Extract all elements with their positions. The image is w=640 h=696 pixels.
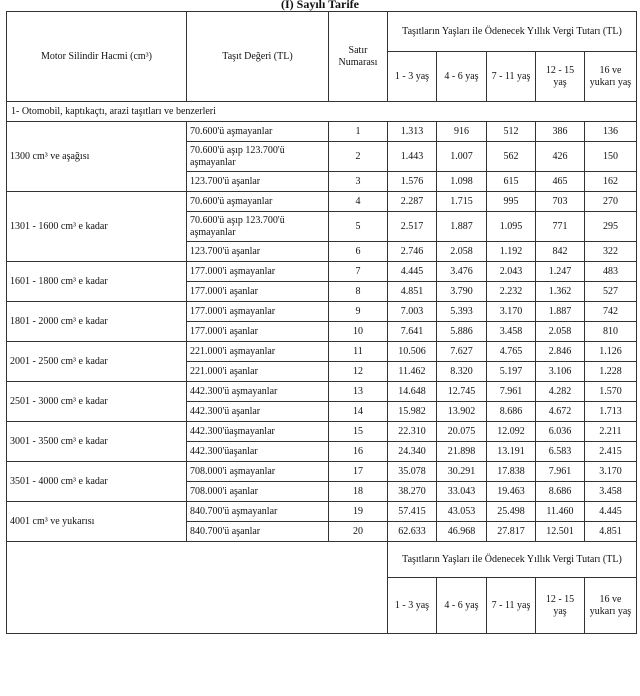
tax-amount-cell: 8.686 [536,482,585,502]
tax-amount-cell: 7.961 [487,382,536,402]
tax-amount-cell: 150 [585,142,637,172]
tax-amount-cell: 27.817 [487,522,536,542]
row-number-cell: 10 [329,322,388,342]
table-row [7,462,637,482]
tax-amount-cell: 17.838 [487,462,536,482]
tax-amount-cell: 742 [585,302,637,322]
tax-amount-cell: 11.460 [536,502,585,522]
tax-amount-cell: 21.898 [437,442,487,462]
tax-amount-cell: 7.961 [536,462,585,482]
tax-amount-cell: 4.282 [536,382,585,402]
page-title: (I) Sayılı Tarife [280,0,359,11]
footer-tax-group: Taşıtların Yaşları ile Ödenecek Yıllık Vergi Tutarı (TL) [388,542,637,578]
motor-volume-cell: 2001 - 2500 cm³ e kadar [7,342,187,382]
tax-amount-cell: 1.228 [585,362,637,382]
tax-amount-cell: 1.126 [585,342,637,362]
tax-amount-cell: 2.517 [388,212,437,242]
vehicle-value-cell: 442.300'üaşmayanlar [187,422,329,442]
row-number-cell: 9 [329,302,388,322]
motor-volume-cell: 3501 - 4000 cm³ e kadar [7,462,187,502]
row-number-cell: 14 [329,402,388,422]
tax-amount-cell: 2.043 [487,262,536,282]
table-row [7,382,637,402]
tax-amount-cell: 6.583 [536,442,585,462]
tax-amount-cell: 465 [536,172,585,192]
tax-amount-cell: 2.211 [585,422,637,442]
tax-amount-cell: 11.462 [388,362,437,382]
tax-amount-cell: 3.790 [437,282,487,302]
vehicle-value-cell: 177.000'i aşmayanlar [187,262,329,282]
tax-amount-cell: 270 [585,192,637,212]
tax-amount-cell: 43.053 [437,502,487,522]
tax-amount-cell: 12.092 [487,422,536,442]
tax-amount-cell: 5.886 [437,322,487,342]
tax-amount-cell: 562 [487,142,536,172]
footer-age: 12 - 15 yaş [536,578,585,634]
tax-amount-cell: 10.506 [388,342,437,362]
tax-amount-cell: 2.415 [585,442,637,462]
tax-amount-cell: 3.170 [487,302,536,322]
tax-amount-cell: 4.445 [388,262,437,282]
tax-amount-cell: 12.501 [536,522,585,542]
tax-amount-cell: 62.633 [388,522,437,542]
row-number-cell: 18 [329,482,388,502]
tax-amount-cell: 12.745 [437,382,487,402]
footer-age: 1 - 3 yaş [388,578,437,634]
tax-amount-cell: 386 [536,122,585,142]
vehicle-value-cell: 840.700'ü aşmayanlar [187,502,329,522]
tax-amount-cell: 8.320 [437,362,487,382]
tax-amount-cell: 7.627 [437,342,487,362]
tax-amount-cell: 703 [536,192,585,212]
header-age: 12 - 15 yaş [536,52,585,102]
motor-volume-cell: 4001 cm³ ve yukarısı [7,502,187,542]
tax-amount-cell: 46.968 [437,522,487,542]
tax-amount-cell: 1.576 [388,172,437,192]
tax-amount-cell: 2.746 [388,242,437,262]
tax-amount-cell: 35.078 [388,462,437,482]
row-number-cell: 2 [329,142,388,172]
tax-amount-cell: 771 [536,212,585,242]
footer-age: 16 ve yukarı yaş [585,578,637,634]
row-number-cell: 6 [329,242,388,262]
table-body [7,122,637,542]
tax-amount-cell: 1.887 [536,302,585,322]
tax-amount-cell: 1.007 [437,142,487,172]
tax-amount-cell: 842 [536,242,585,262]
motor-volume-cell: 1601 - 1800 cm³ e kadar [7,262,187,302]
row-number-cell: 11 [329,342,388,362]
row-number-cell: 20 [329,522,388,542]
tax-amount-cell: 3.476 [437,262,487,282]
footer-age: 4 - 6 yaş [437,578,487,634]
vehicle-value-cell: 177.000'i aşanlar [187,322,329,342]
tax-amount-cell: 1.443 [388,142,437,172]
motor-volume-cell: 1801 - 2000 cm³ e kadar [7,302,187,342]
motor-volume-cell: 2501 - 3000 cm³ e kadar [7,382,187,422]
row-number-cell: 5 [329,212,388,242]
tax-amount-cell: 512 [487,122,536,142]
header-value: Taşıt Değeri (TL) [187,12,329,102]
table-row [7,502,637,522]
tax-amount-cell: 810 [585,322,637,342]
tax-amount-cell: 8.686 [487,402,536,422]
tax-amount-cell: 33.043 [437,482,487,502]
vehicle-value-cell: 708.000'i aşanlar [187,482,329,502]
tax-amount-cell: 1.095 [487,212,536,242]
header-motor: Motor Silindir Hacmi (cm³) [7,12,187,102]
tax-amount-cell: 1.098 [437,172,487,192]
footer-blank [7,542,388,634]
row-number-cell: 7 [329,262,388,282]
tax-amount-cell: 1.247 [536,262,585,282]
row-number-cell: 3 [329,172,388,192]
vehicle-value-cell: 442.300'ü aşanlar [187,402,329,422]
tax-amount-cell: 322 [585,242,637,262]
tax-amount-cell: 3.170 [585,462,637,482]
table-row [7,262,637,282]
tax-amount-cell: 426 [536,142,585,172]
header-age: 7 - 11 yaş [487,52,536,102]
tax-amount-cell: 4.851 [585,522,637,542]
tax-amount-cell: 2.287 [388,192,437,212]
motor-volume-cell: 3001 - 3500 cm³ e kadar [7,422,187,462]
tax-amount-cell: 1.887 [437,212,487,242]
tax-amount-cell: 136 [585,122,637,142]
tax-amount-cell: 4.672 [536,402,585,422]
header-tax-group: Taşıtların Yaşları ile Ödenecek Yıllık Vergi Tutarı (TL) [388,12,637,52]
tax-amount-cell: 1.713 [585,402,637,422]
tax-amount-cell: 20.075 [437,422,487,442]
tax-amount-cell: 38.270 [388,482,437,502]
row-number-cell: 19 [329,502,388,522]
tax-amount-cell: 916 [437,122,487,142]
tax-amount-cell: 13.191 [487,442,536,462]
tax-amount-cell: 4.851 [388,282,437,302]
tax-table [6,11,637,634]
tax-amount-cell: 25.498 [487,502,536,522]
tax-amount-cell: 1.192 [487,242,536,262]
vehicle-value-cell: 221.000'i aşmayanlar [187,342,329,362]
vehicle-value-cell: 177.000'i aşanlar [187,282,329,302]
row-number-cell: 1 [329,122,388,142]
vehicle-value-cell: 442.300'ü aşmayanlar [187,382,329,402]
motor-volume-cell: 1300 cm³ ve aşağısı [7,122,187,192]
tax-amount-cell: 527 [585,282,637,302]
row-number-cell: 12 [329,362,388,382]
vehicle-value-cell: 840.700'ü aşanlar [187,522,329,542]
table-row [7,122,637,142]
tax-amount-cell: 4.765 [487,342,536,362]
tax-amount-cell: 1.313 [388,122,437,142]
tax-amount-cell: 3.458 [487,322,536,342]
tax-amount-cell: 995 [487,192,536,212]
vehicle-value-cell: 123.700'ü aşanlar [187,172,329,192]
header-age: 4 - 6 yaş [437,52,487,102]
footer-age: 7 - 11 yaş [487,578,536,634]
header-age: 1 - 3 yaş [388,52,437,102]
tax-amount-cell: 7.641 [388,322,437,342]
table-row [7,342,637,362]
tax-amount-cell: 615 [487,172,536,192]
vehicle-value-cell: 708.000'i aşmayanlar [187,462,329,482]
tax-amount-cell: 5.393 [437,302,487,322]
table-row [7,302,637,322]
tax-amount-cell: 2.846 [536,342,585,362]
vehicle-value-cell: 442.300'üaşanlar [187,442,329,462]
vehicle-value-cell: 70.600'ü aşıp 123.700'ü aşmayanlar [187,212,329,242]
tax-amount-cell: 1.362 [536,282,585,302]
vehicle-value-cell: 70.600'ü aşmayanlar [187,192,329,212]
tax-amount-cell: 483 [585,262,637,282]
tax-amount-cell: 24.340 [388,442,437,462]
tax-amount-cell: 15.982 [388,402,437,422]
tax-amount-cell: 22.310 [388,422,437,442]
tax-amount-cell: 13.902 [437,402,487,422]
tax-amount-cell: 2.232 [487,282,536,302]
vehicle-value-cell: 70.600'ü aşıp 123.700'ü aşmayanlar [187,142,329,172]
tax-amount-cell: 3.458 [585,482,637,502]
row-number-cell: 4 [329,192,388,212]
header-row-no: Satır Numarası [329,12,388,102]
tax-amount-cell: 2.058 [437,242,487,262]
tax-amount-cell: 57.415 [388,502,437,522]
tax-amount-cell: 19.463 [487,482,536,502]
tax-amount-cell: 30.291 [437,462,487,482]
vehicle-value-cell: 70.600'ü aşmayanlar [187,122,329,142]
tax-amount-cell: 7.003 [388,302,437,322]
section-title: 1- Otomobil, kaptıkaçtı, arazi taşıtları ve benzerleri [7,102,637,122]
tax-amount-cell: 4.445 [585,502,637,522]
tax-amount-cell: 162 [585,172,637,192]
row-number-cell: 17 [329,462,388,482]
table-row [7,192,637,212]
row-number-cell: 8 [329,282,388,302]
vehicle-value-cell: 221.000'i aşanlar [187,362,329,382]
motor-volume-cell: 1301 - 1600 cm³ e kadar [7,192,187,262]
tax-amount-cell: 295 [585,212,637,242]
tax-amount-cell: 1.715 [437,192,487,212]
tax-amount-cell: 2.058 [536,322,585,342]
row-number-cell: 16 [329,442,388,462]
vehicle-value-cell: 123.700'ü aşanlar [187,242,329,262]
tax-amount-cell: 6.036 [536,422,585,442]
tax-amount-cell: 14.648 [388,382,437,402]
header-age: 16 ve yukarı yaş [585,52,637,102]
tax-amount-cell: 1.570 [585,382,637,402]
row-number-cell: 15 [329,422,388,442]
tax-amount-cell: 3.106 [536,362,585,382]
table-row [7,422,637,442]
tax-amount-cell: 5.197 [487,362,536,382]
row-number-cell: 13 [329,382,388,402]
vehicle-value-cell: 177.000'i aşmayanlar [187,302,329,322]
